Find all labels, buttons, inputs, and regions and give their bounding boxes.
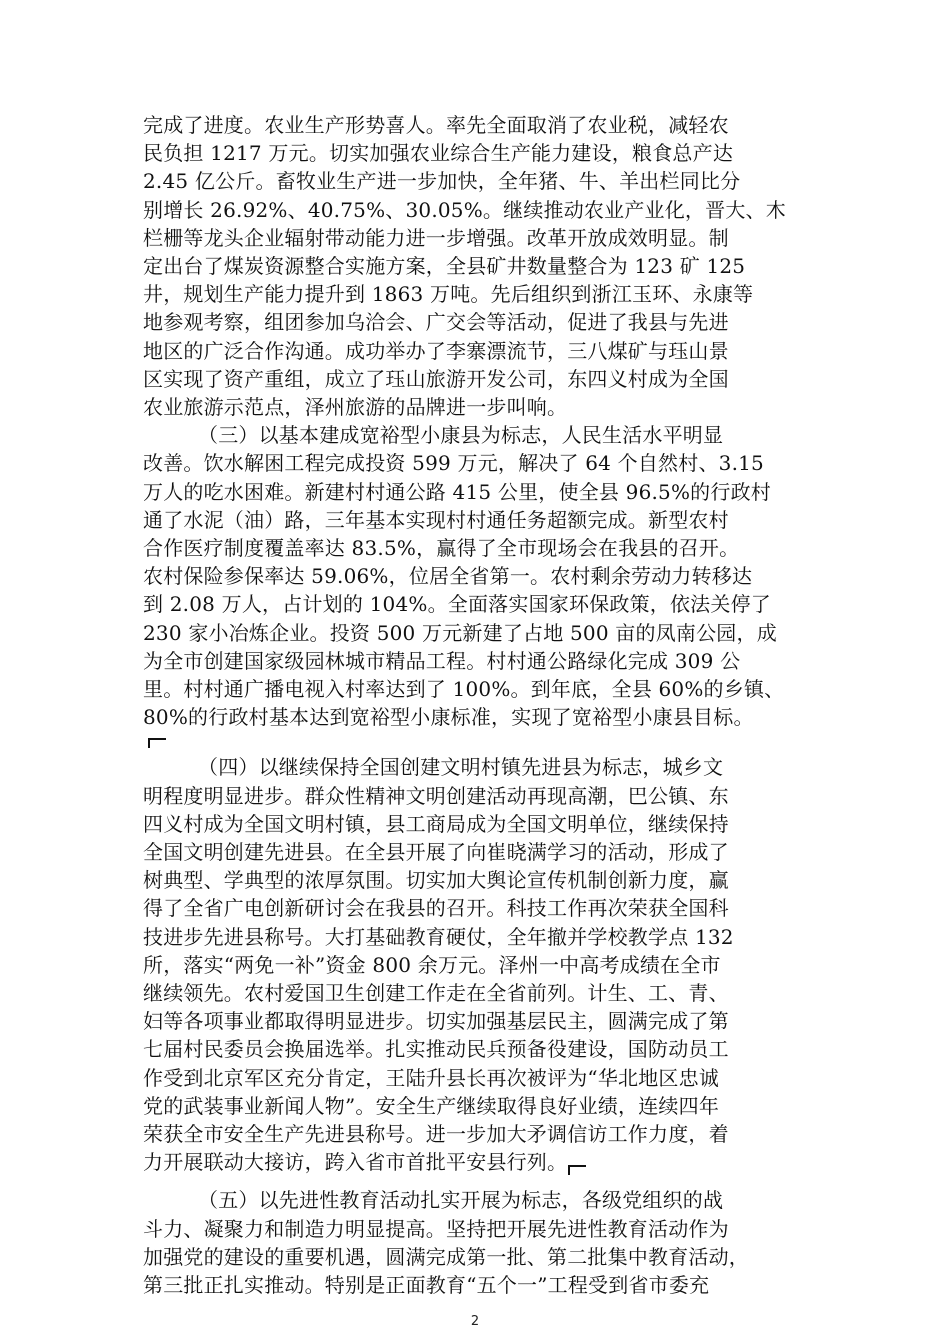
body-text-line: 民负担 1217 万元。切实加强农业综合生产能力建设，粮食总产达 <box>143 141 734 166</box>
body-text-line: 技进步先进县称号。大打基础教育硬仗，全年撤并学校教学点 132 <box>143 924 734 949</box>
body-text-line: 农村保险参保率达 59.06%，位居全省第一。农村剩余劳动力转移达 <box>143 564 753 589</box>
body-text-line: 所，落实“两免一补”资金 800 余万元。泽州一中高考成绩在全市 <box>143 952 721 977</box>
body-text-line: 230 家小冶炼企业。投资 500 万元新建了占地 500 亩的凤南公园，成 <box>143 620 777 645</box>
section-heading-line: （三）以基本建成宽裕型小康县为标志，人民生活水平明显 <box>198 423 724 448</box>
body-text-line: 第三批正扎实推动。特别是正面教育“五个一”工程受到省市委充 <box>143 1273 710 1297</box>
body-text-line: 通了水泥（油）路，三年基本实现村村通任务超额完成。新型农村 <box>143 507 729 532</box>
body-text-line: 斗力、凝聚力和制造力明显提高。坚持把开展先进性教育活动作为 <box>143 1216 729 1241</box>
body-text-line: 全国文明创建先进县。在全县开展了向崔晓满学习的活动，形成了 <box>143 840 729 864</box>
body-text-line: 力开展联动大接访，跨入省市首批平安县行列。 <box>143 1150 568 1175</box>
section-heading-line: （四）以继续保持全国创建文明村镇先进县为标志，城乡文 <box>198 755 724 780</box>
body-text-line: 80%的行政村基本达到宽裕型小康标准，实现了宽裕型小康县目标。 <box>143 705 754 730</box>
corner-mark-icon <box>148 738 168 748</box>
body-text-line: 到 2.08 万人，占计划的 104%。全面落实国家环保政策，依法关停了 <box>143 592 771 617</box>
body-text-line: 四义村成为全国文明村镇，县工商局成为全国文明单位，继续保持 <box>143 811 729 836</box>
body-text-line: 得了全省广电创新研讨会在我县的召开。科技工作再次荣获全国科 <box>143 896 729 921</box>
body-text-line: 作受到北京军区充分肯定，王陆升县长再次被评为“华北地区忠诚 <box>143 1065 720 1090</box>
body-text-line: 地参观考察，组团参加乌洽会、广交会等活动，促进了我县与先进 <box>143 310 729 335</box>
body-text-line: 妇等各项事业都取得明显进步。切实加强基层民主，圆满完成了第 <box>143 1009 729 1034</box>
page-number: 2 <box>470 1314 480 1329</box>
body-text-line: 荣获全市安全生产先进县称号。进一步加大矛调信访工作力度，着 <box>143 1122 729 1146</box>
body-text-line: 别增长 26.92%、40.75%、30.05%。继续推动农业产业化，晋大、木 <box>143 197 786 222</box>
body-text-line: 区实现了资产重组，成立了珏山旅游开发公司，东四义村成为全国 <box>143 366 729 391</box>
body-text-line: 栏栅等龙头企业辐射带动能力进一步增强。改革开放成效明显。制 <box>143 225 729 250</box>
body-text-line: 树典型、学典型的浓厚氛围。切实加大舆论宣传机制创新力度，赢 <box>143 868 729 893</box>
body-text-line: 改善。饮水解困工程完成投资 599 万元，解决了 64 个自然村、3.15 <box>143 451 764 476</box>
body-text-line: 定出台了煤炭资源整合实施方案，全县矿井数量整合为 123 矿 125 <box>143 254 746 278</box>
body-text-line: 地区的广泛合作沟通。成功举办了李寨漂流节，三八煤矿与珏山景 <box>143 338 729 363</box>
body-text-line: 合作医疗制度覆盖率达 83.5%，赢得了全市现场会在我县的召开。 <box>143 536 740 560</box>
corner-mark-icon <box>568 1165 588 1175</box>
body-text-line: 为全市创建国家级园林城市精品工程。村村通公路绿化完成 309 公 <box>143 648 741 673</box>
body-text-line: 七届村民委员会换届选举。扎实推动民兵预备役建设，国防动员工 <box>143 1037 729 1062</box>
body-text-line: 明程度明显进步。群众性精神文明创建活动再现高潮，巴公镇、东 <box>143 783 729 808</box>
body-text-line: 万人的吃水困难。新建村村通公路 415 公里，使全县 96.5%的行政村 <box>143 479 771 504</box>
body-text-line: 党的武装事业新闻人物”。安全生产继续取得良好业绩，连续四年 <box>143 1093 720 1118</box>
body-text-line: 里。村村通广播电视入村率达到了 100%。到年底，全县 60%的乡镇、 <box>143 677 785 701</box>
section-heading-line: （五）以先进性教育活动扎实开展为标志，各级党组织的战 <box>198 1188 724 1213</box>
body-text-line: 继续领先。农村爱国卫生创建工作走在全省前列。计生、工、青、 <box>143 981 729 1005</box>
body-text-line: 2.45 亿公斤。畜牧业生产进一步加快，全年猪、牛、羊出栏同比分 <box>143 169 741 194</box>
body-text-line: 完成了进度。农业生产形势喜人。率先全面取消了农业税，减轻农 <box>143 113 729 137</box>
body-text-line: 农业旅游示范点，泽州旅游的品牌进一步叫响。 <box>143 395 568 419</box>
body-text-line: 井，规划生产能力提升到 1863 万吨。先后组织到浙江玉环、永康等 <box>143 282 754 307</box>
body-text-line: 加强党的建设的重要机遇，圆满完成第一批、第二批集中教育活动， <box>143 1244 749 1269</box>
